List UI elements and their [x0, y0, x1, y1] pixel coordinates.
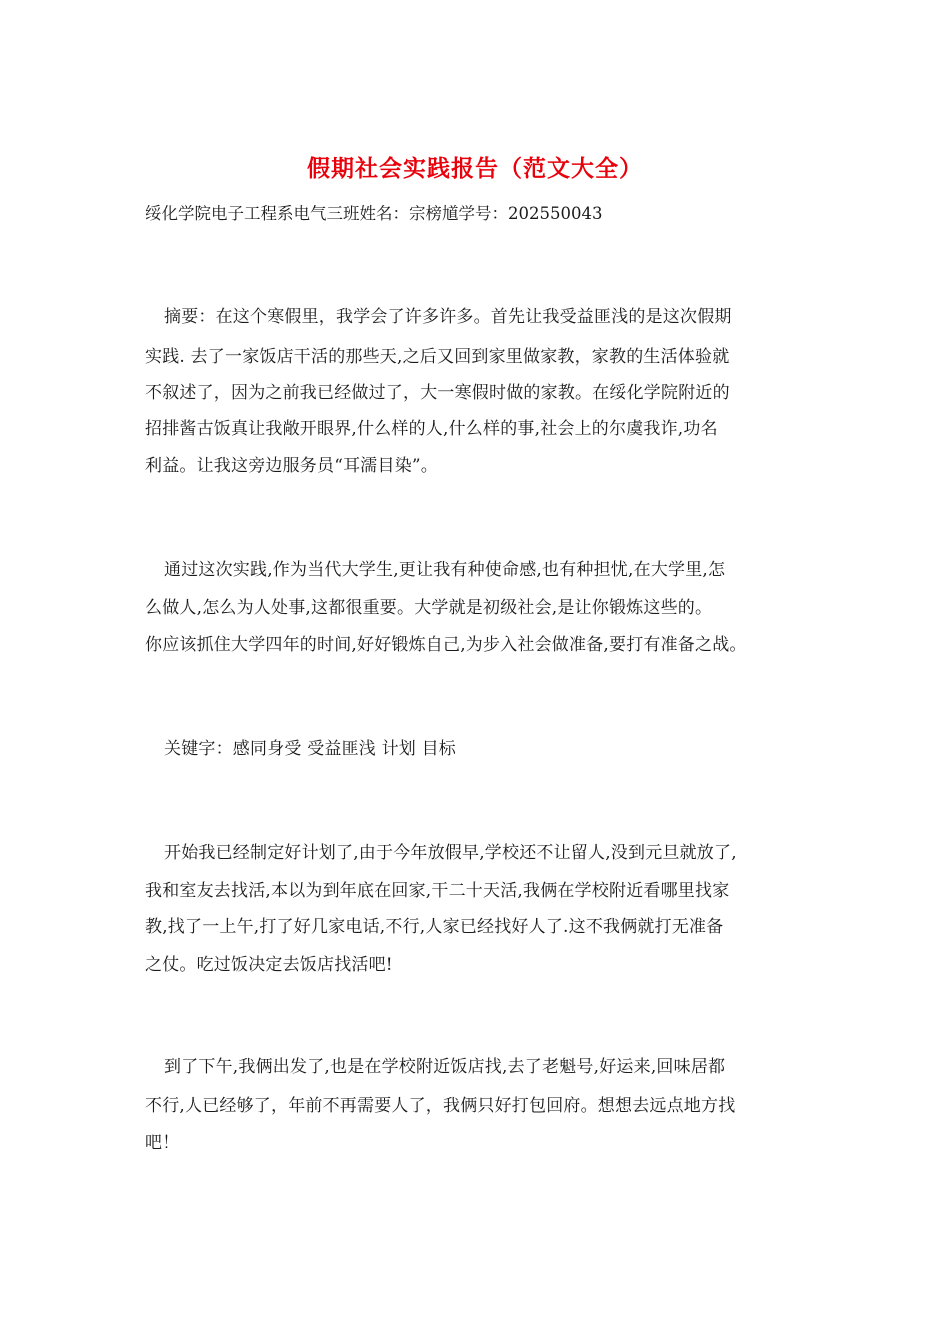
document-title: 假期社会实践报告（范文大全）	[307, 155, 643, 182]
body-line: 你应该抓住大学四年的时间,好好锻炼自己,为步入社会做准备,要打有准备之战。	[145, 635, 747, 655]
keywords-line: 关键字：感同身受 受益匪浅 计划 目标	[164, 739, 457, 759]
body-line: 通过这次实践,作为当代大学生,更让我有种使命感,也有种担忧,在大学里,怎	[164, 560, 726, 580]
body-line: 教,找了一上午,打了好几家电话,不行,人家已经找好人了.这不我俩就打无准备	[145, 917, 724, 937]
body-line: 么做人,怎么为人处事,这都很重要。大学就是初级社会,是让你锻炼这些的。	[145, 598, 713, 618]
abstract-line: 不叙述了，因为之前我已经做过了，大一寒假时做的家教。在绥化学院附近的	[145, 383, 730, 403]
body-line: 我和室友去找活,本以为到年底在回家,干二十天活,我俩在学校附近看哪里找家	[145, 881, 730, 901]
body-line: 开始我已经制定好计划了,由于今年放假早,学校还不让留人,没到元旦就放了,	[164, 843, 737, 863]
abstract-line: 招排酱古饭真让我敞开眼界,什么样的人,什么样的事,社会上的尔虞我诈,功名	[145, 419, 718, 439]
body-line: 到了下午,我俩出发了,也是在学校附近饭店找,去了老魁号,好运来,回味居都	[164, 1057, 726, 1077]
body-line: 不行,人已经够了，年前不再需要人了，我俩只好打包回府。想想去远点地方找	[145, 1096, 736, 1116]
abstract-line: 实践. 去了一家饭店干活的那些天,之后又回到家里做家教，家教的生活体验就	[145, 347, 730, 367]
author-byline: 绥化学院电子工程系电气三班姓名：宗榜馗学号：202550043	[145, 204, 603, 223]
body-line: 之仗。吃过饭决定去饭店找活吧!	[145, 955, 393, 975]
body-line: 吧！	[145, 1133, 180, 1153]
abstract-line: 摘要：在这个寒假里，我学会了许多许多。首先让我受益匪浅的是这次假期	[164, 307, 732, 327]
abstract-line: 利益。让我这旁边服务员“耳濡目染”。	[145, 456, 438, 476]
